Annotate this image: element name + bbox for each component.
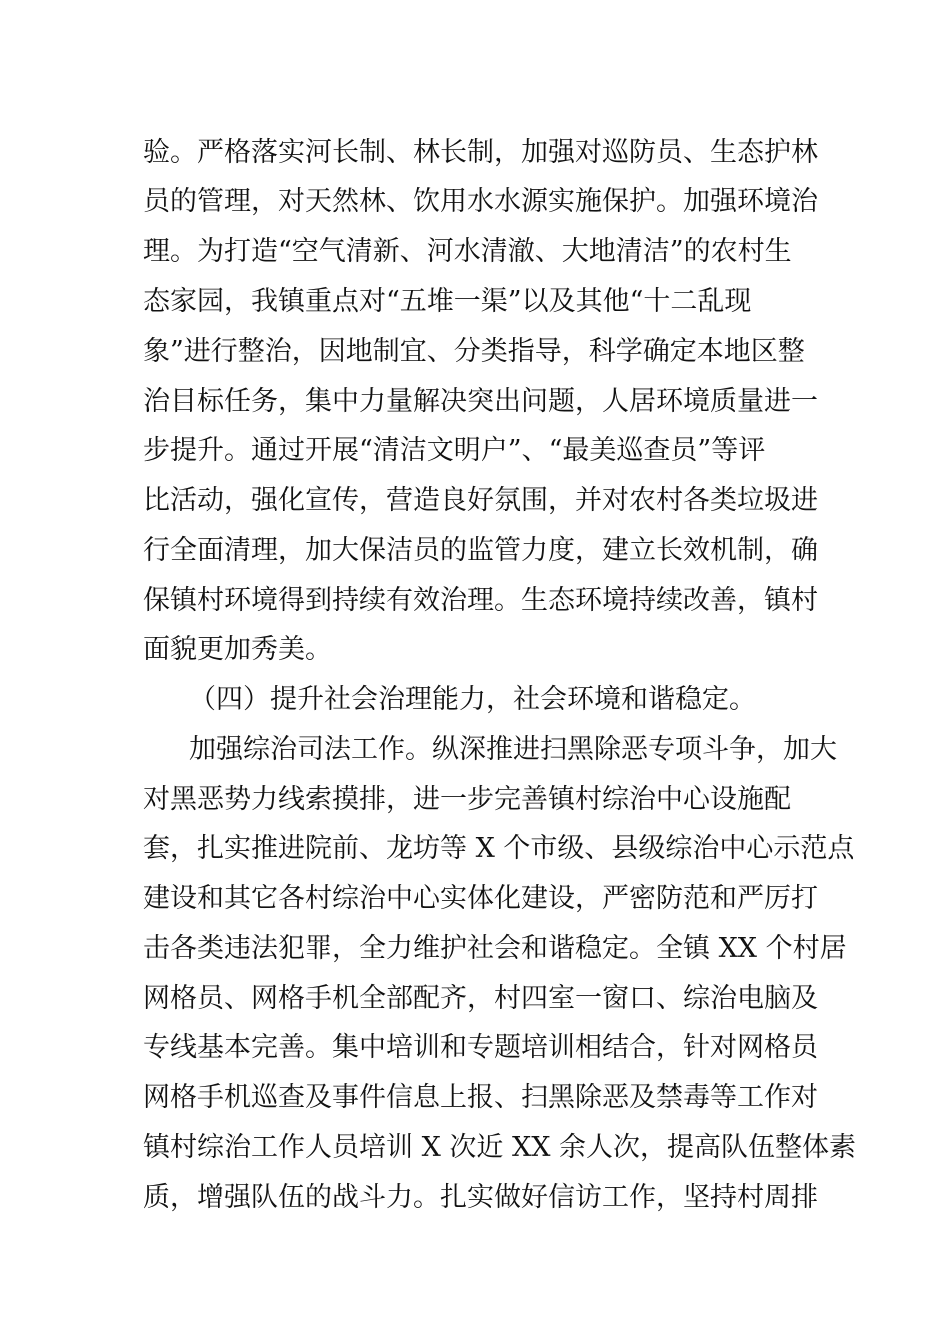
text-line: 验。严格落实河长制、林长制，加强对巡防员、生态护林 [143,137,818,168]
text-line: 网格员、网格手机全部配齐，村四室一窗口、综治电脑及 [143,983,818,1014]
section-heading: （四）提升社会治理能力，社会环境和谐稳定。 [189,684,756,715]
text-line: 镇村综治工作人员培训 X 次近 XX 余人次，提高队伍整体素 [143,1132,856,1163]
text-line: 态家园，我镇重点对“五堆一渠”以及其他“十二乱现 [143,286,752,317]
text-line: 行全面清理，加大保洁员的监管力度，建立长效机制，确 [143,535,818,566]
text-line: 理。为打造“空气清新、河水清澈、大地清洁”的农村生 [143,236,792,267]
text-line: 套，扎实推进院前、龙坊等 X 个市级、县级综治中心示范点 [143,833,855,864]
text-line: 加强综治司法工作。纵深推进扫黑除恶专项斗争，加大 [189,734,837,765]
text-line: 比活动，强化宣传，营造良好氛围，并对农村各类垃圾进 [143,485,818,516]
text-line: 质，增强队伍的战斗力。扎实做好信访工作，坚持村周排 [143,1182,818,1213]
text-line: 治目标任务，集中力量解决突出问题，人居环境质量进一 [143,386,818,417]
text-line: 网格手机巡查及事件信息上报、扫黑除恶及禁毒等工作对 [143,1082,818,1113]
text-line: 象”进行整治，因地制宜、分类指导，科学确定本地区整 [143,336,805,367]
text-line: 面貌更加秀美。 [143,634,332,665]
text-line: 步提升。通过开展“清洁文明户”、“最美巡查员”等评 [143,435,766,466]
text-line: 击各类违法犯罪，全力维护社会和谐稳定。全镇 XX 个村居 [143,933,847,964]
text-line: 对黑恶势力线索摸排，进一步完善镇村综治中心设施配 [143,784,791,815]
text-line: 建设和其它各村综治中心实体化建设，严密防范和严厉打 [143,883,818,914]
text-line: 员的管理，对天然林、饮用水水源实施保护。加强环境治 [143,186,818,217]
text-line: 专线基本完善。集中培训和专题培训相结合，针对网格员 [143,1032,818,1063]
text-line: 保镇村环境得到持续有效治理。生态环境持续改善，镇村 [143,585,818,616]
